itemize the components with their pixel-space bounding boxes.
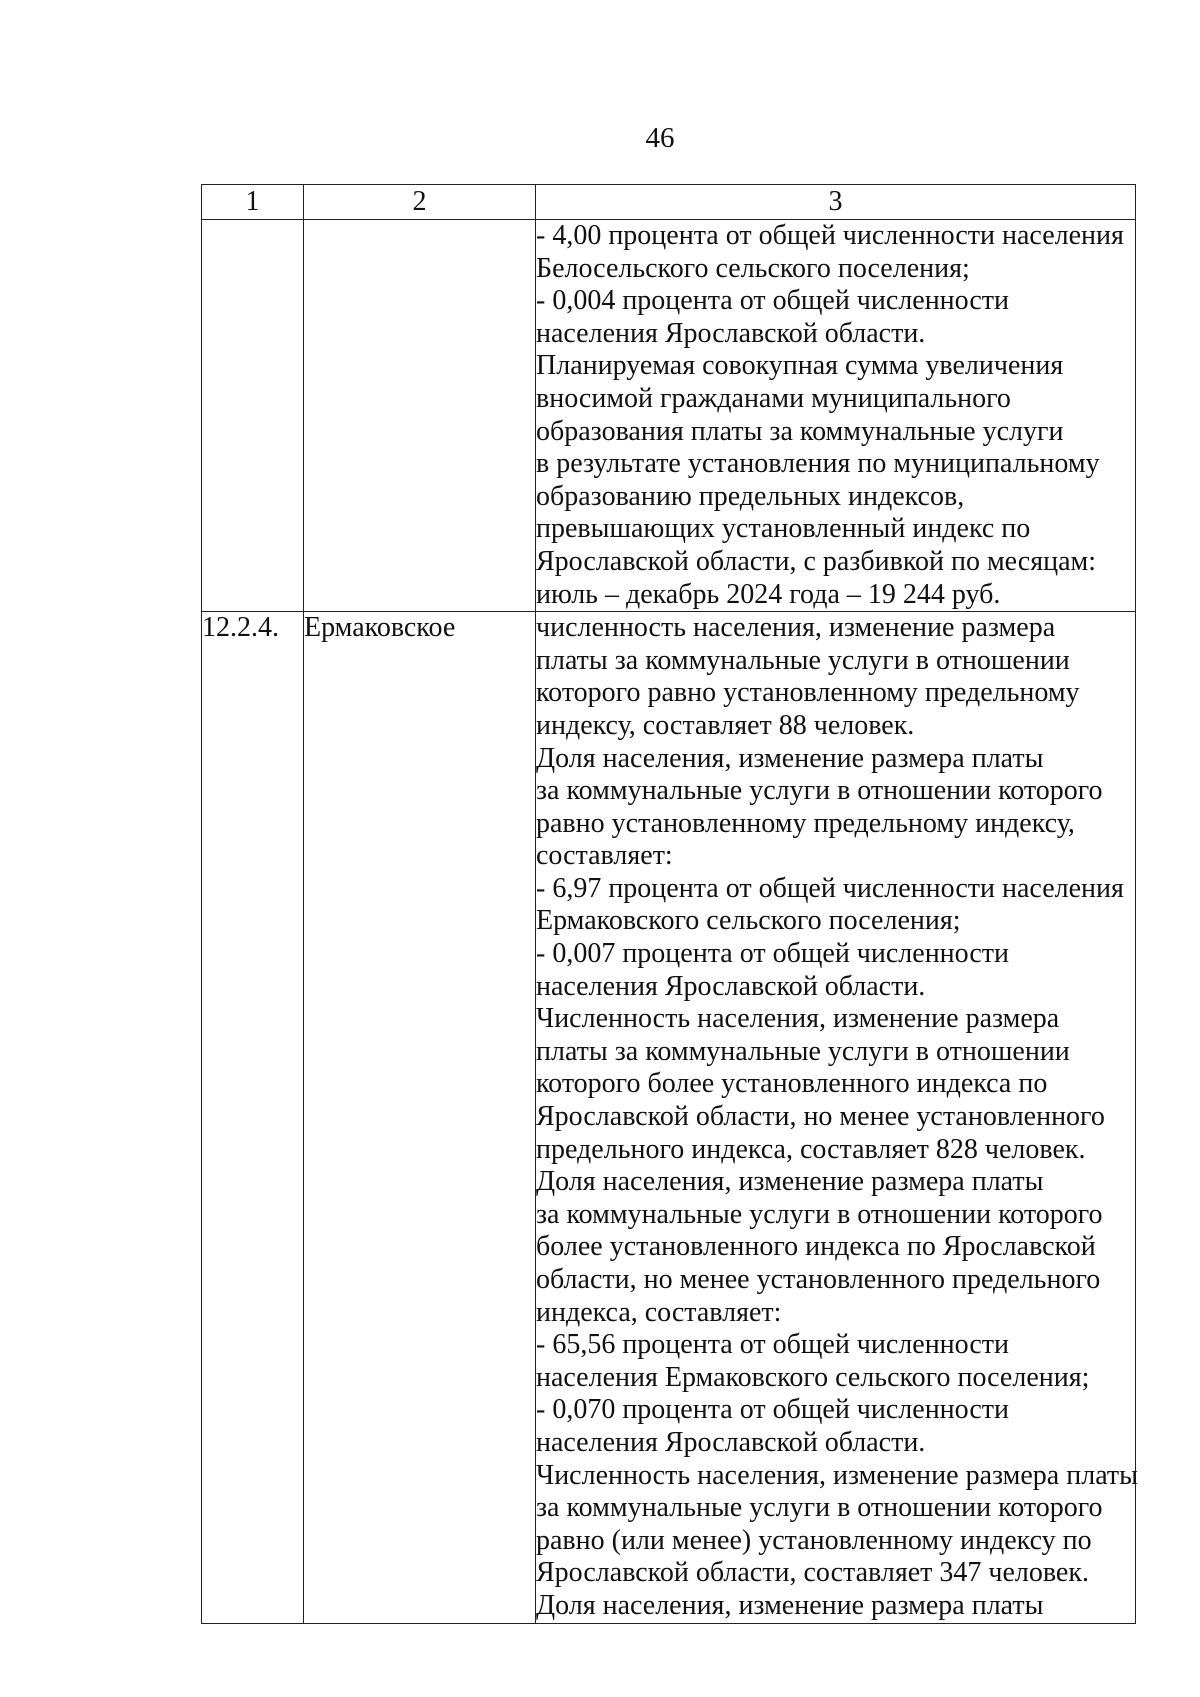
description-line: превышающих установленный индекс по xyxy=(536,513,1031,545)
description-line: вносимой гражданами муниципального xyxy=(536,382,1011,414)
table-row xyxy=(202,612,1136,1623)
description-line: Белосельского сельского поселения; xyxy=(536,252,970,284)
description-line: равно (или менее) установленному индексу по xyxy=(536,1524,1092,1556)
description-line: Ярославской области, составляет 347 человек. xyxy=(536,1557,1089,1589)
description-line: населения Ярославской области. xyxy=(536,317,926,349)
description-line: Численность населения, изменение размера платы xyxy=(536,1459,1138,1491)
description-line: индекса, составляет: xyxy=(536,1296,782,1328)
description-cell xyxy=(536,612,1136,1623)
description-line: - 0,070 процента от общей численности xyxy=(536,1394,1010,1426)
description-line: Численность населения, изменение размера xyxy=(536,1003,1060,1035)
description-line: равно установленному предельному индексу, xyxy=(536,807,1075,839)
description-line: населения Ярославской области. xyxy=(536,970,926,1002)
page-number: 46 xyxy=(645,122,675,154)
description-line: в результате установления по муниципальному xyxy=(536,448,1100,480)
description-line: июль – декабрь 2024 года – 19 244 руб. xyxy=(536,578,1001,610)
description-line: Доля населения, изменение размера платы xyxy=(536,1166,1044,1198)
description-line: области, но менее установленного предельного xyxy=(536,1264,1101,1295)
description-line: - 4,00 процента от общей численности населения xyxy=(536,220,1124,251)
description-line: населения Ермаковского сельского поселения; xyxy=(536,1361,1090,1393)
description-line: - 65,56 процента от общей численности xyxy=(536,1329,1010,1361)
description-line: Ярославской области, с разбивкой по месяцам: xyxy=(536,545,1097,577)
description-line: численность населения, изменение размера xyxy=(536,612,1056,644)
column-header-1: 1 xyxy=(202,185,304,220)
description-line: составляет: xyxy=(536,840,673,872)
description-line: более установленного индекса по Ярославской xyxy=(536,1231,1096,1263)
description-line: образованию предельных индексов, xyxy=(536,480,965,512)
description-line: - 6,97 процента от общей численности населения xyxy=(536,872,1124,904)
description-line: образования платы за коммунальные услуги xyxy=(536,415,1064,447)
description-line: индексу, составляет 88 человек. xyxy=(536,709,915,741)
description-line: населения Ярославской области. xyxy=(536,1426,926,1458)
description-cell xyxy=(536,220,1136,612)
description-line: - 0,004 процента от общей численности xyxy=(536,285,1010,317)
description-line: за коммунальные услуги в отношении которого xyxy=(536,1198,1103,1230)
description-line: за коммунальные услуги в отношении которого xyxy=(536,775,1103,807)
description-line: платы за коммунальные услуги в отношении xyxy=(536,1035,1070,1067)
description-line: Ярославской области, но менее установленного xyxy=(536,1101,1105,1133)
description-line: - 0,007 процента от общей численности xyxy=(536,938,1010,970)
description-line: Доля населения, изменение размера платы xyxy=(536,742,1044,774)
row-number-cell: 12.2.4. xyxy=(202,612,304,1623)
description-line: Ермаковского сельского поселения; xyxy=(536,905,961,937)
description-line: Планируемая совокупная сумма увеличения xyxy=(536,350,1064,382)
data-table xyxy=(201,184,1136,1624)
description-line: которого более установленного индекса по xyxy=(536,1068,1048,1100)
row-number-cell xyxy=(202,220,304,612)
description-line: за коммунальные услуги в отношении которого xyxy=(536,1492,1103,1524)
column-header-3: 3 xyxy=(536,185,1136,220)
table-row xyxy=(202,220,1136,612)
description-line: Доля населения, изменение размера платы xyxy=(536,1589,1044,1621)
table-header-row xyxy=(202,185,1136,220)
description-line: платы за коммунальные услуги в отношении xyxy=(536,644,1070,676)
description-line: предельного индекса, составляет 828 человек. xyxy=(536,1133,1086,1165)
settlement-name-cell xyxy=(304,220,536,612)
settlement-name-cell: Ермаковское xyxy=(304,612,536,1623)
column-header-2: 2 xyxy=(304,185,536,220)
description-line: которого равно установленному предельному xyxy=(536,677,1080,709)
